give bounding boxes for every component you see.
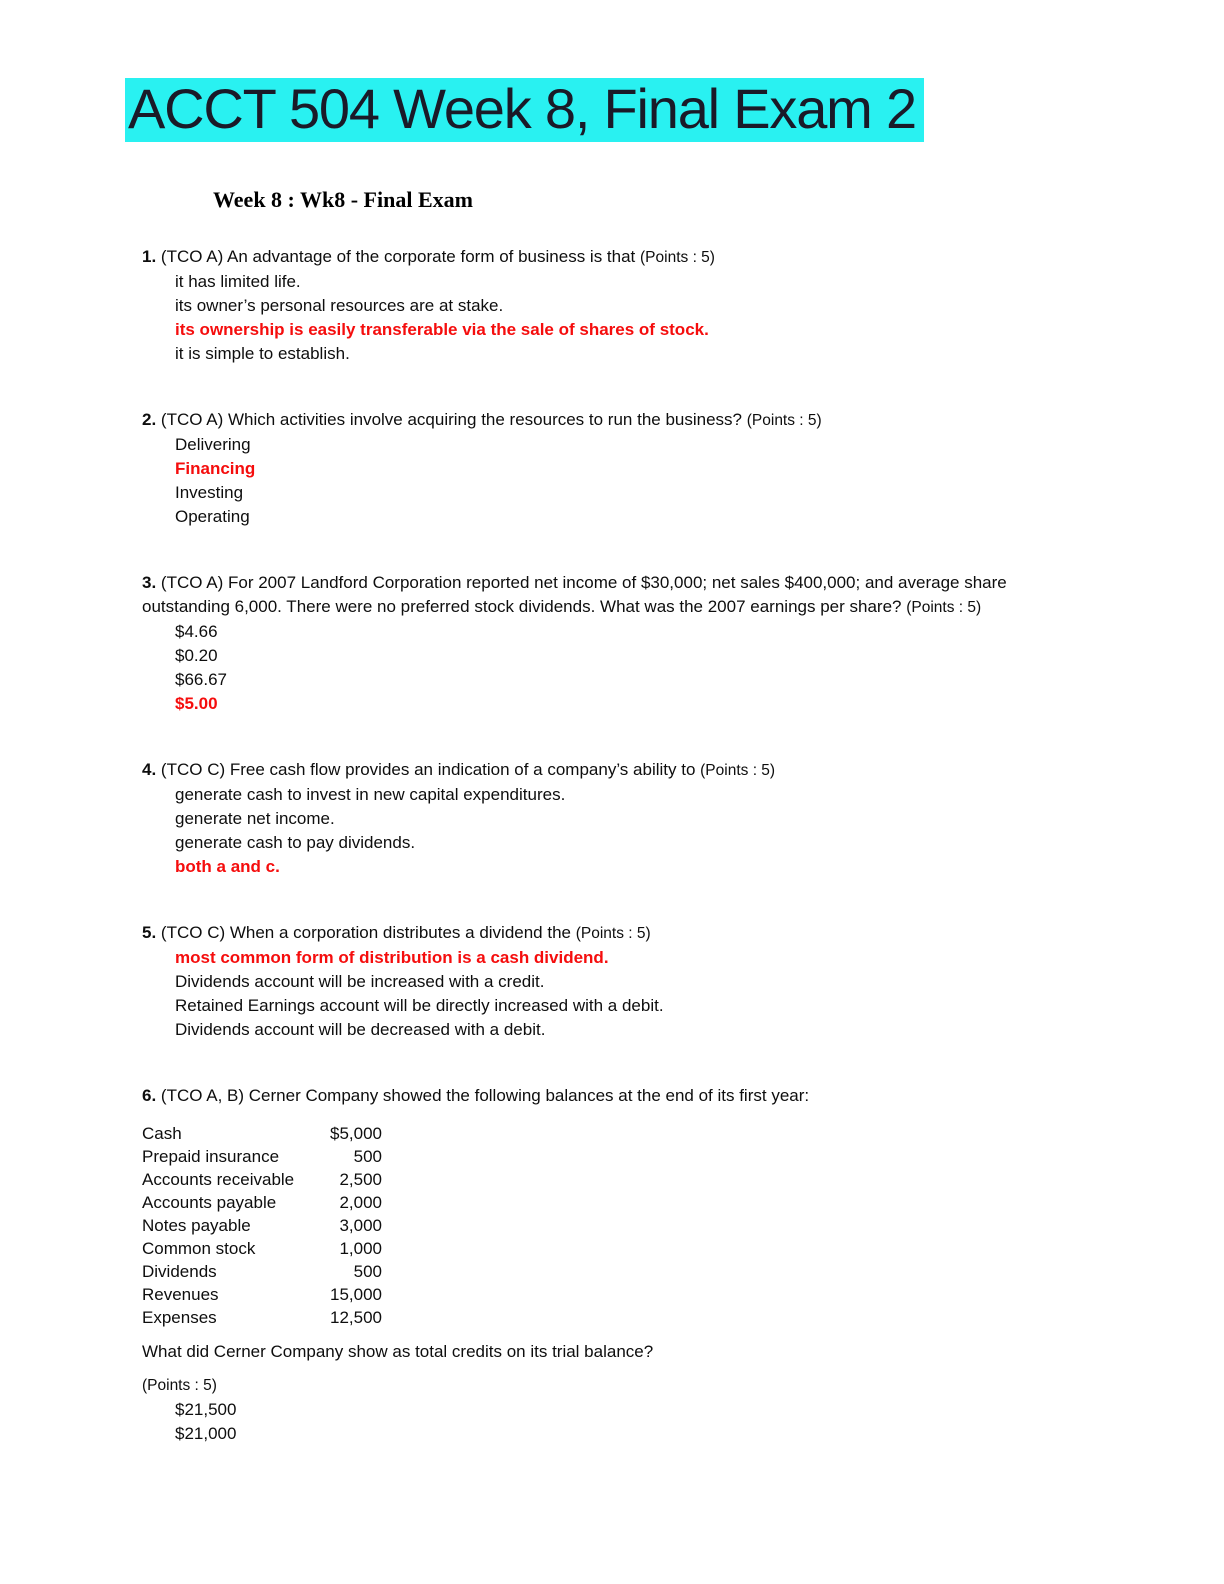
answer-option: $0.20	[175, 646, 218, 665]
answer-option: it has limited life.	[175, 272, 301, 291]
answer-option-correct: its ownership is easily transferable via the sale of shares of stock.	[175, 320, 709, 339]
balance-account: Revenues	[142, 1285, 219, 1304]
balance-row	[142, 1237, 382, 1260]
question-6-text: (TCO A, B) Cerner Company showed the following balances at the end of its first year:	[160, 1086, 810, 1105]
exam-subtitle: Week 8 : Wk8 - Final Exam	[213, 187, 473, 212]
question-1-number: 1.	[142, 247, 157, 266]
balance-account: Accounts payable	[142, 1193, 277, 1212]
question-2-number: 2.	[142, 410, 157, 429]
balance-amount: 2,000	[339, 1193, 382, 1212]
answer-option: generate net income.	[175, 809, 335, 828]
question-5-line	[142, 921, 1053, 946]
question-2	[142, 408, 1053, 529]
question-6-options	[142, 1398, 1053, 1446]
balance-account: Cash	[142, 1124, 182, 1143]
answer-option: Delivering	[175, 435, 251, 454]
answer-option: its owner’s personal resources are at stake.	[175, 296, 504, 315]
question-6	[142, 1084, 1053, 1446]
question-3	[142, 571, 1053, 716]
question-2-points: (Points : 5)	[746, 412, 822, 429]
question-3-text: (TCO A) For 2007 Landford Corporation reported net income of $30,000; net sales $400,000; and average share outstanding 6,000. There were no preferred stock dividends. What was the 2007 earnings per share?	[142, 573, 1007, 616]
balance-amount: 2,500	[339, 1170, 382, 1189]
question-1	[142, 245, 1053, 366]
question-3-options	[142, 620, 1053, 716]
answer-option: $4.66	[175, 622, 218, 641]
answer-option: Dividends account will be decreased with a debit.	[175, 1020, 546, 1039]
balance-row	[142, 1214, 382, 1237]
balance-amount: 3,000	[339, 1216, 382, 1235]
answer-option: it is simple to establish.	[175, 344, 350, 363]
question-6-number: 6.	[142, 1086, 157, 1105]
question-5-options	[142, 946, 1053, 1042]
question-5-points: (Points : 5)	[575, 925, 651, 942]
answer-option-correct: Financing	[175, 459, 256, 478]
balance-account: Accounts receivable	[142, 1170, 295, 1189]
balance-amount: 500	[353, 1147, 382, 1166]
answer-option: generate cash to pay dividends.	[175, 833, 416, 852]
balance-row	[142, 1122, 382, 1145]
balance-account: Expenses	[142, 1308, 217, 1327]
balance-row	[142, 1283, 382, 1306]
question-2-options	[142, 433, 1053, 529]
balance-row	[142, 1191, 382, 1214]
answer-option: Investing	[175, 483, 244, 502]
answer-option: $66.67	[175, 670, 227, 689]
balance-row	[142, 1306, 382, 1329]
answer-option: generate cash to invest in new capital expenditures.	[175, 785, 566, 804]
question-3-line	[142, 571, 1053, 620]
question-4-text: (TCO C) Free cash flow provides an indication of a company’s ability to	[160, 760, 696, 779]
answer-option-correct: $5.00	[175, 694, 218, 713]
balance-account: Notes payable	[142, 1216, 251, 1235]
question-3-points: (Points : 5)	[906, 599, 982, 616]
question-6-line	[142, 1084, 1053, 1108]
question-5-text: (TCO C) When a corporation distributes a dividend the	[160, 923, 571, 942]
balance-row	[142, 1145, 382, 1168]
question-4-number: 4.	[142, 760, 157, 779]
balance-account: Common stock	[142, 1239, 256, 1258]
title-banner	[125, 78, 1224, 142]
question-4-points: (Points : 5)	[700, 762, 776, 779]
balance-amount: 15,000	[330, 1285, 382, 1304]
balance-amount: 1,000	[339, 1239, 382, 1258]
balance-row	[142, 1260, 382, 1283]
question-1-text: (TCO A) An advantage of the corporate form of business is that	[160, 247, 636, 266]
balance-account: Dividends	[142, 1262, 217, 1281]
answer-option-correct: both a and c.	[175, 857, 280, 876]
balance-amount: 500	[353, 1262, 382, 1281]
answer-option-correct: most common form of distribution is a cash dividend.	[175, 948, 609, 967]
balance-account: Prepaid insurance	[142, 1147, 280, 1166]
answer-option: Retained Earnings account will be directly increased with a debit.	[175, 996, 664, 1015]
question-1-options	[142, 270, 1053, 366]
question-6-followup: What did Cerner Company show as total credits on its trial balance?	[142, 1342, 654, 1361]
answer-option: $21,000	[175, 1424, 237, 1443]
balance-amount: 12,500	[330, 1308, 382, 1327]
question-5	[142, 921, 1053, 1042]
page-title: ACCT 504 Week 8, Final Exam 2	[125, 78, 924, 142]
balance-amount: $5,000	[330, 1124, 382, 1143]
answer-option: $21,500	[175, 1400, 237, 1419]
question-4-line	[142, 758, 1053, 783]
question-5-number: 5.	[142, 923, 157, 942]
answer-option: Dividends account will be increased with a credit.	[175, 972, 545, 991]
question-3-number: 3.	[142, 573, 157, 592]
question-4-options	[142, 783, 1053, 879]
question-2-line	[142, 408, 1053, 433]
question-1-line	[142, 245, 1053, 270]
question-1-points: (Points : 5)	[640, 249, 715, 266]
question-2-text: (TCO A) Which activities involve acquiring the resources to run the business?	[160, 410, 743, 429]
answer-option: Operating	[175, 507, 250, 526]
question-6-points: (Points : 5)	[142, 1377, 217, 1394]
balance-row	[142, 1168, 382, 1191]
balances-table	[142, 1122, 382, 1329]
question-4	[142, 758, 1053, 879]
